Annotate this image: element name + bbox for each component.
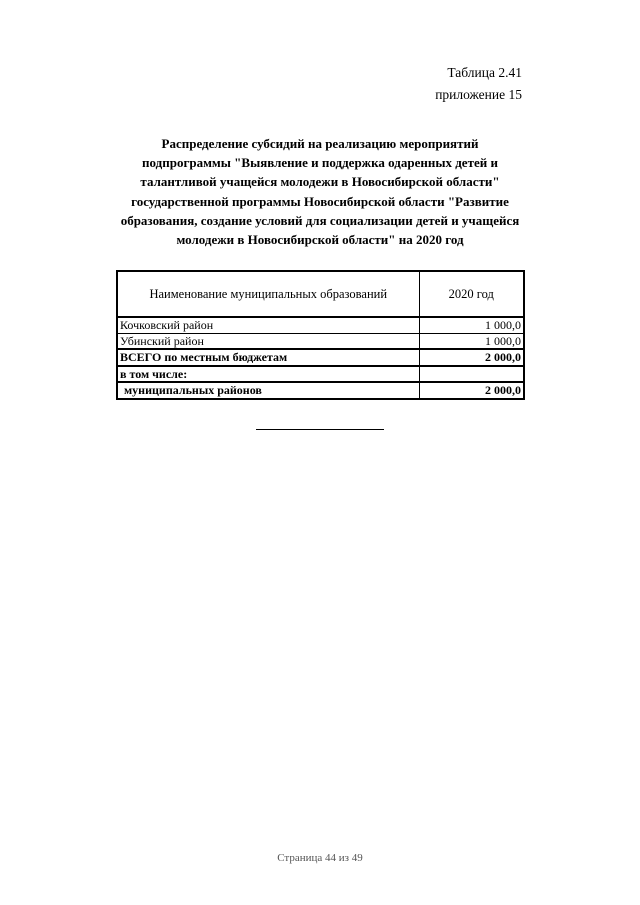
- row-value: 2 000,0: [419, 382, 524, 399]
- title-line: подпрограммы "Выявление и поддержка одаренных детей и: [142, 155, 498, 171]
- row-name: в том числе:: [117, 366, 419, 383]
- table-row-districts: [117, 382, 524, 399]
- row-name: ВСЕГО по местным бюджетам: [117, 349, 419, 366]
- table-number: Таблица 2.41: [447, 65, 522, 80]
- separator-line: [256, 429, 384, 430]
- subsidy-table: [116, 270, 525, 400]
- table-row-total: [117, 349, 524, 366]
- column-header-municipality: Наименование муниципальных образований: [117, 271, 419, 317]
- table-row: [117, 317, 524, 333]
- title-line: талантливой учащейся молодежи в Новосибирской области": [140, 174, 500, 190]
- row-value: 1 000,0: [419, 317, 524, 333]
- row-value: 2 000,0: [419, 349, 524, 366]
- row-name: Кочковский район: [117, 317, 419, 333]
- table-row: [117, 333, 524, 349]
- appendix-number: приложение 15: [435, 87, 522, 102]
- title-line: Распределение субсидий на реализацию мероприятий: [161, 136, 479, 151]
- title-line: молодежи в Новосибирской области" на 2020 год: [176, 232, 464, 248]
- table-label-block: [222, 62, 522, 106]
- table-header-row: [117, 271, 524, 317]
- row-value: 1 000,0: [419, 333, 524, 349]
- title-line: образования, создание условий для социализации детей и учащейся: [120, 212, 520, 228]
- document-title: [120, 134, 520, 249]
- row-name: муниципальных районов: [117, 382, 419, 399]
- title-line: государственной программы Новосибирской области "Развитие: [131, 193, 509, 209]
- table-row-including: [117, 366, 524, 383]
- column-header-year: 2020 год: [419, 271, 524, 317]
- page-number: Страница 44 из 49: [277, 852, 363, 864]
- row-name: Убинский район: [117, 333, 419, 349]
- row-value: [419, 366, 524, 383]
